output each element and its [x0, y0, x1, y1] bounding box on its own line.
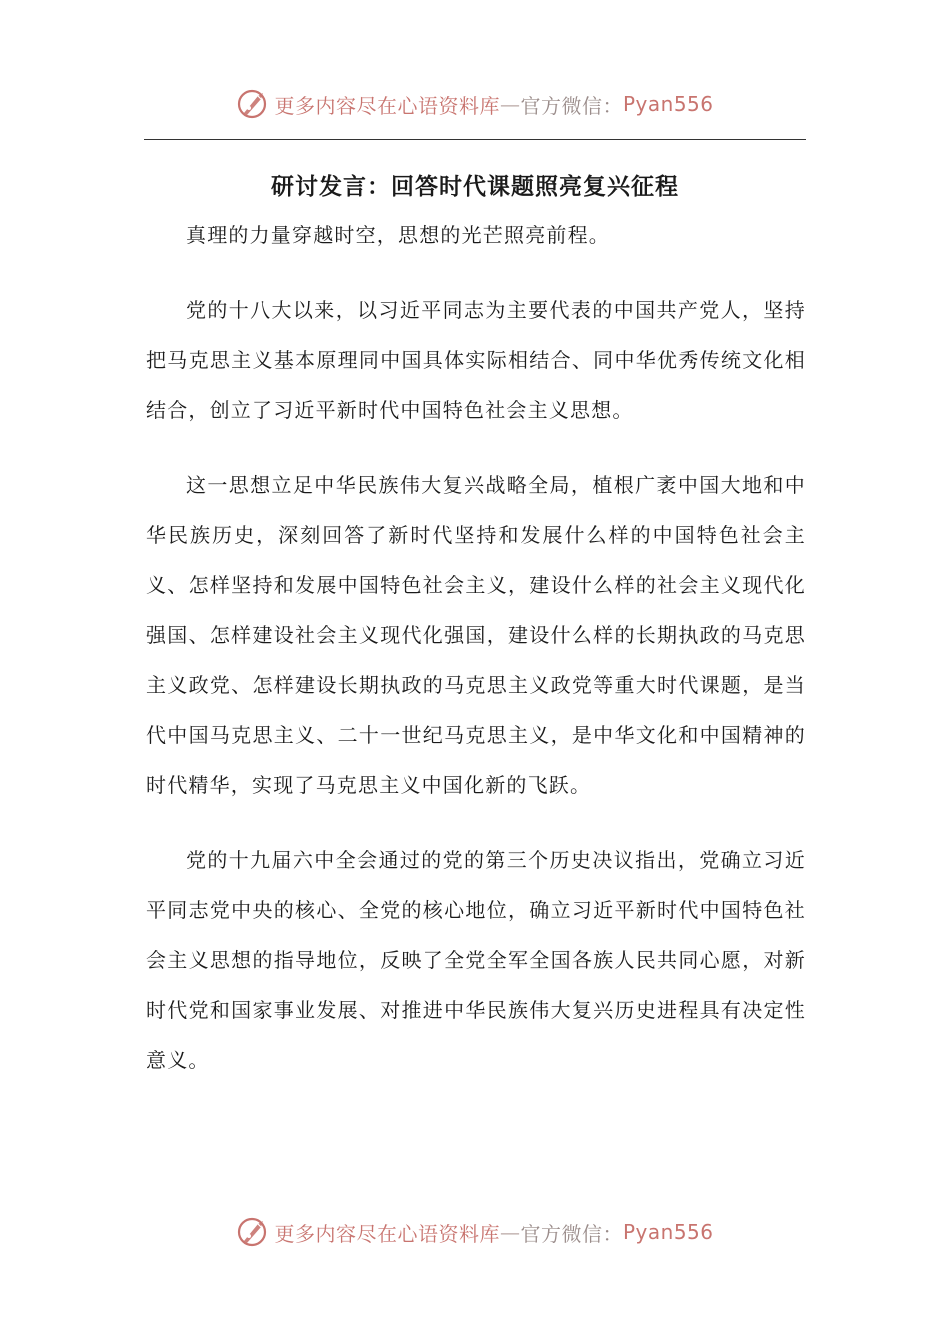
- document-title: 研讨发言：回答时代课题照亮复兴征程: [271, 173, 679, 201]
- header-divider: [144, 139, 806, 140]
- pen-nib-logo-icon: [236, 1215, 270, 1249]
- watermark-wechat-id: Pyan556: [622, 1220, 714, 1244]
- paragraph: 党的十八大以来，以习近平同志为主要代表的中国共产党人，坚持把马克思主义基本原理同中国具体实际相结合、同中华优秀传统文化相结合，创立了习近平新时代中国特色社会主义思想。: [146, 298, 806, 422]
- watermark-text: 更多内容尽在心语资料库: [274, 93, 500, 118]
- paragraph: 这一思想立足中华民族伟大复兴战略全局，植根广袤中国大地和中华民族历史，深刻回答了新时代坚持和发展什么样的中国特色社会主义、怎样坚持和发展中国特色社会主义，建设什么样的社会主义现代化强国、怎样建设社会主义现代化强国，建设什么样的长期执政的马克思主义政党、怎样建设长期执政的马克思主义政党等重大时代课题，是当代中国马克思主义、二十一世纪马克思主义，是中华文化和中国精神的时代精华，实现了马克思主义中国化新的飞跃。: [146, 473, 806, 797]
- paragraph: 真理的力量穿越时空，思想的光芒照亮前程。: [186, 223, 610, 247]
- footer-watermark: [0, 1212, 950, 1252]
- watermark-separator: —: [499, 92, 521, 116]
- document-body: [146, 210, 806, 1110]
- watermark-wechat-label: 官方微信：: [520, 93, 623, 118]
- pen-nib-logo-icon: [236, 87, 270, 121]
- header-watermark: [0, 84, 950, 124]
- watermark-wechat-label: 官方微信：: [520, 1221, 623, 1246]
- watermark-separator: —: [499, 1220, 521, 1244]
- watermark-wechat-id: Pyan556: [622, 92, 714, 116]
- watermark-text: 更多内容尽在心语资料库: [274, 1221, 500, 1246]
- paragraph: 党的十九届六中全会通过的党的第三个历史决议指出，党确立习近平同志党中央的核心、全党的核心地位，确立习近平新时代中国特色社会主义思想的指导地位，反映了全党全军全国各族人民共同心愿，对新时代党和国家事业发展、对推进中华民族伟大复兴历史进程具有决定性意义。: [146, 848, 806, 1072]
